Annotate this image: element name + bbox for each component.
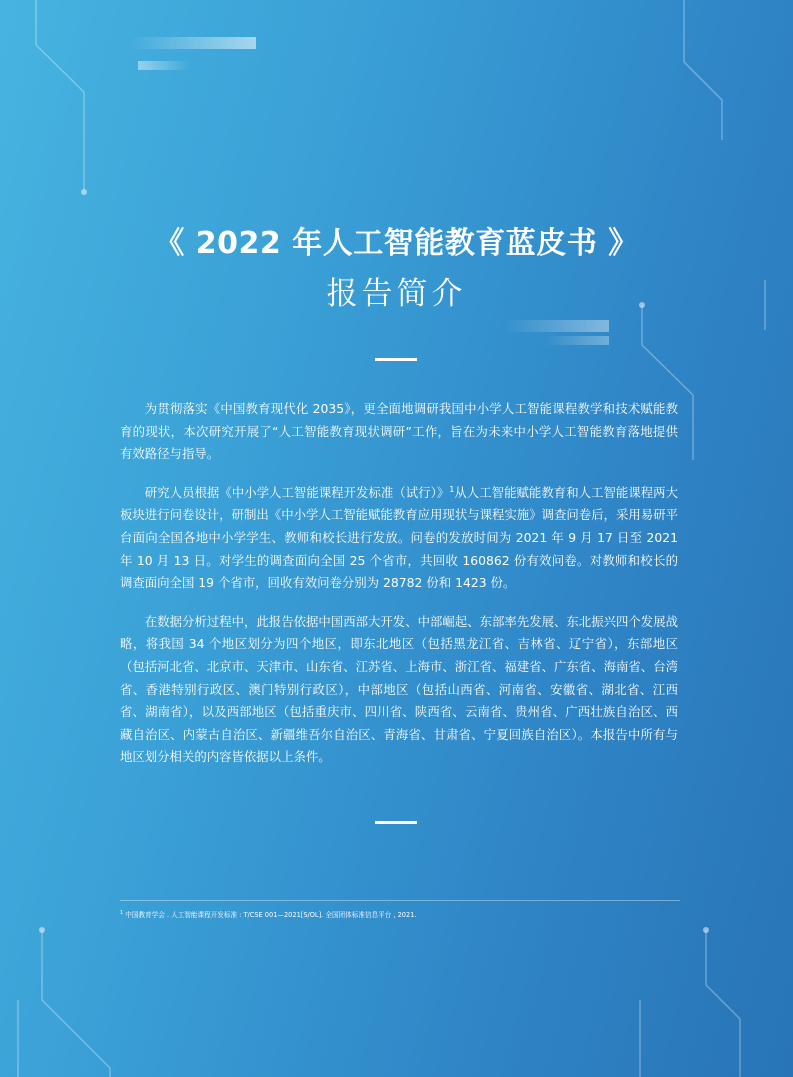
paragraph-text: 研究人员根据《中小学人工智能课程开发标准（试行）》 bbox=[144, 484, 450, 500]
footnote-text: 中国教育学会 . 人工智能课程开发标准 : T/CSE 001—2021[S/OL]. 全国团体标准信息平台 , 2021. bbox=[125, 911, 417, 919]
footnote-mark: 1 bbox=[120, 909, 124, 916]
divider-bottom bbox=[375, 821, 417, 824]
paragraph-2 bbox=[120, 482, 678, 595]
report-title: 《 2022 年人工智能教育蓝皮书 》 bbox=[154, 226, 639, 261]
paragraph-text: 为贯彻落实《中国教育现代化 2035》，更全面地调研我国中小学人工智能课程教学和技术赋能教育的现状，本次研究开展了“人工智能教育现状调研”工作，旨在为未来中小学人工智能教育落地提供有效路径与指导。 bbox=[120, 401, 678, 462]
decor-bar bbox=[130, 37, 256, 49]
decor-bar bbox=[505, 320, 609, 332]
paragraph-text: 在数据分析过程中，此报告依据中国西部大开发、中部崛起、东部率先发展、东北振兴四个发展战略，将我国 34 个地区划分为四个地区，即东北地区（包括黑龙江省、吉林省、辽宁省），东部地区（包括河北省、北京市、天津市、山东省、江苏省、上海市、浙江省、福建省、广东省、海南省、台湾省、香港特别行政区、澳门特别行政区），中部地区（包括山西省、河南省、安徽省、湖北省、江西省、湖南省），以及西部地区（包括重庆市、四川省、陕西省、云南省、贵州省、广西壮族自治区、西藏自治区、内蒙古自治区、新疆维吾尔自治区、青海省、甘肃省、宁夏回族自治区）。本报告中所有与地区划分相关的内容皆依据以上条件。 bbox=[120, 613, 678, 765]
footnote-separator bbox=[120, 900, 680, 901]
paragraph-text: 从人工智能赋能教育和人工智能课程两大板块进行问卷设计，研制出《中小学人工智能赋能教育应用现状与课程实施》调查问卷后，采用易研平台面向全国各地中小学学生、教师和校长进行发放。问卷的发放时间为 2021 年 9 月 17 日至 2021 年 10 月 13 日。对学生的调查面向全国 25 个省市，共回收 160862 份有效问卷。对教师和校长的调查面向全国 19 个省市，回收有效问卷分别为 28782 份和 1423 份。 bbox=[120, 484, 678, 591]
decor-bar bbox=[545, 336, 609, 345]
report-body bbox=[120, 398, 678, 785]
paragraph-3 bbox=[120, 611, 678, 769]
report-subtitle: 报告简介 bbox=[326, 276, 467, 312]
footnote bbox=[120, 909, 416, 919]
paragraph-1 bbox=[120, 398, 678, 466]
divider-top bbox=[375, 358, 417, 361]
footnote-reference[interactable]: 1 bbox=[449, 484, 455, 494]
decor-bar bbox=[138, 61, 190, 70]
